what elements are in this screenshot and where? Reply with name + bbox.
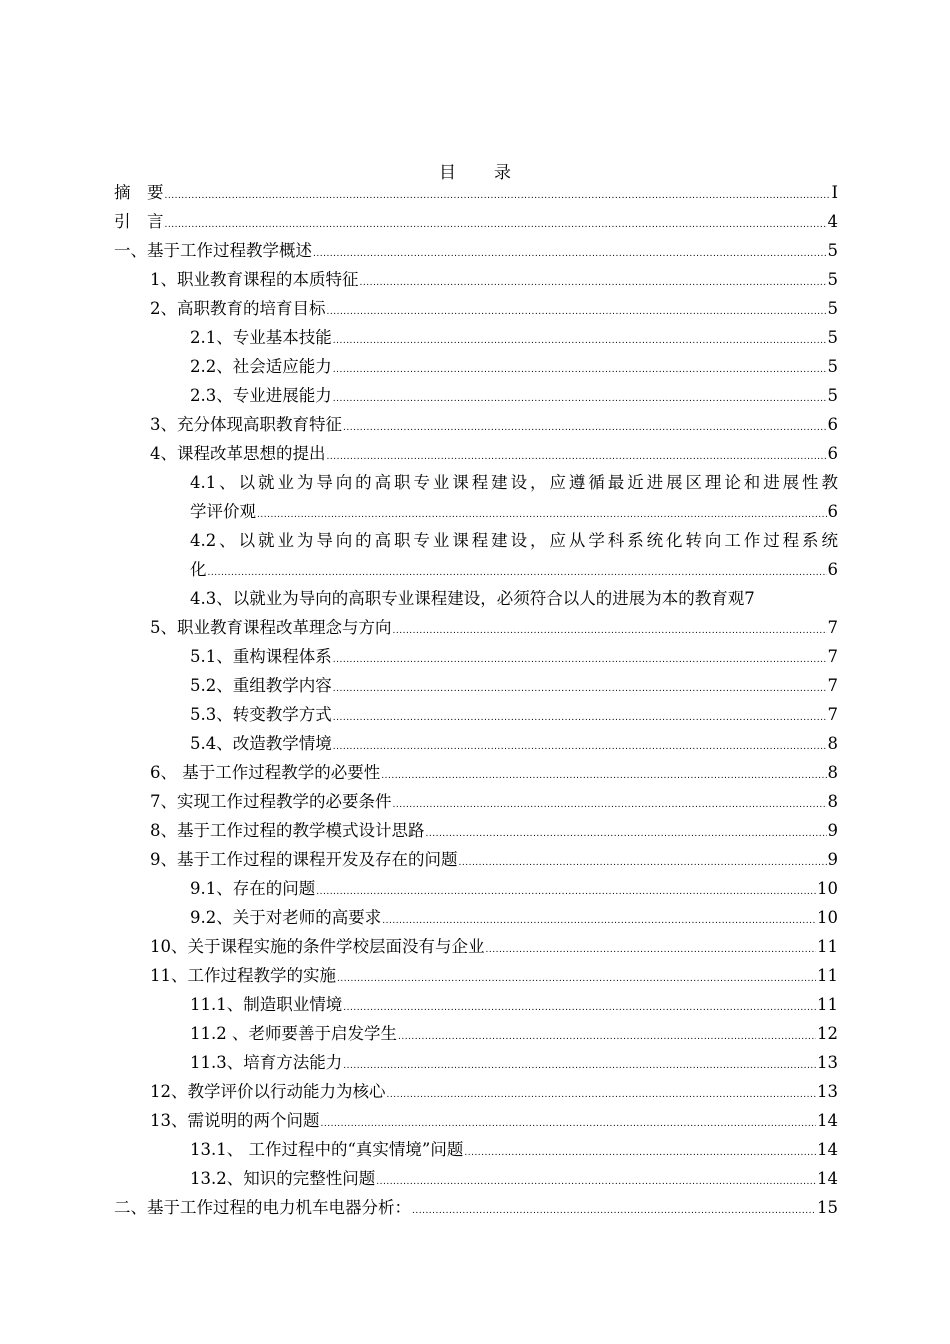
toc-entry[interactable] — [114, 1193, 838, 1222]
toc-entry-row — [150, 410, 838, 439]
toc-entry-row — [114, 178, 838, 207]
toc-page-number: 4 — [827, 212, 838, 231]
toc-entry-label: 11.1、制造职业情境 — [190, 995, 343, 1014]
toc-entry-row — [150, 439, 838, 468]
toc-entry-row — [114, 1193, 838, 1222]
toc-entry-label: 2.2、社会适应能力 — [190, 357, 332, 376]
toc-entry-row — [150, 294, 838, 323]
toc-page-number: 7 — [827, 705, 838, 724]
toc-entry-row — [190, 729, 838, 758]
toc-entry[interactable] — [114, 265, 838, 294]
toc-entry[interactable] — [114, 932, 838, 961]
toc-page-number: 14 — [817, 1111, 838, 1130]
toc-page-number: 12 — [817, 1024, 838, 1043]
toc-entry-label: 学评价观 — [190, 502, 256, 521]
toc-entry-label: 3、充分体现高职教育特征 — [150, 415, 342, 434]
toc-page-number: 11 — [817, 995, 838, 1014]
toc-entry[interactable] — [114, 758, 838, 787]
toc-entry[interactable] — [114, 903, 838, 932]
toc-entry-row — [150, 1106, 838, 1135]
toc-entry-label: 10、关于课程实施的条件学校层面没有与企业 — [150, 937, 485, 956]
toc-entry-label: 5.4、改造教学情境 — [190, 734, 332, 753]
toc-entry[interactable] — [114, 323, 838, 352]
toc-page-number: 5 — [827, 386, 838, 405]
toc-entry[interactable] — [114, 990, 838, 1019]
toc-entry-label-line1: 4.1、以就业为导向的高职专业课程建设，应遵循最近进展区理论和进展性教 — [190, 473, 838, 492]
toc-page-number: 5 — [827, 241, 838, 260]
toc-page-number: 8 — [827, 763, 838, 782]
toc-entry[interactable] — [114, 729, 838, 758]
toc-entry-label: 5、职业教育课程改革理念与方向 — [150, 618, 392, 637]
toc-entry-row — [150, 845, 838, 874]
toc-page-number: 6 — [827, 560, 838, 579]
toc-entry-row — [190, 903, 838, 932]
toc-entry-row — [190, 1019, 838, 1048]
toc-entry-label: 引 言 — [114, 212, 164, 231]
toc-entry-label: 9.1、存在的问题 — [190, 879, 316, 898]
toc-page-number: 5 — [827, 270, 838, 289]
toc-entry-row — [190, 323, 838, 352]
toc-entry-label: 11、工作过程教学的实施 — [150, 966, 336, 985]
toc-entry-label: 摘 要 — [114, 183, 164, 202]
toc-page-number: 11 — [817, 966, 838, 985]
toc-entry[interactable] — [114, 526, 838, 584]
toc-page-number: 14 — [817, 1169, 838, 1188]
toc-entry-row — [150, 265, 838, 294]
toc-page-number: 6 — [827, 415, 838, 434]
toc-entry-label: 7、实现工作过程教学的必要条件 — [150, 792, 392, 811]
toc-entry[interactable] — [114, 207, 838, 236]
toc-entry-row — [190, 700, 838, 729]
toc-entry-row — [190, 584, 838, 613]
toc-entry[interactable] — [114, 1164, 838, 1193]
toc-entry[interactable] — [114, 1135, 838, 1164]
toc-entry[interactable] — [114, 845, 838, 874]
toc-entry-row — [190, 555, 838, 584]
toc-entry-label: 9、基于工作过程的课程开发及存在的问题 — [150, 850, 458, 869]
toc-entry-label: 化 — [190, 560, 207, 579]
toc-entry-row — [190, 1135, 838, 1164]
toc-page-number: 6 — [827, 502, 838, 521]
toc-page-number: 10 — [817, 908, 838, 927]
toc-entry-label: 8、基于工作过程的教学模式设计思路 — [150, 821, 425, 840]
toc-entry-label: 5.2、重组教学内容 — [190, 676, 332, 695]
toc-page-number: 14 — [817, 1140, 838, 1159]
toc-entry[interactable] — [114, 874, 838, 903]
toc-entry-row — [190, 990, 838, 1019]
toc-entry[interactable] — [114, 294, 838, 323]
toc-entry-row — [190, 352, 838, 381]
toc-page-number: 6 — [827, 444, 838, 463]
toc-entry-row — [150, 758, 838, 787]
toc-page-number: 11 — [817, 937, 838, 956]
toc-entry-row — [190, 1048, 838, 1077]
toc-entry[interactable] — [114, 1019, 838, 1048]
toc-dot-leader — [412, 1197, 816, 1226]
toc-entry-label: 13.2、知识的完整性问题 — [190, 1169, 376, 1188]
toc-entry-row — [114, 236, 838, 265]
toc-page-number: 15 — [817, 1198, 838, 1217]
toc-entry-row — [150, 816, 838, 845]
toc-entry[interactable] — [114, 787, 838, 816]
toc-entry-label-line1: 4.2、以就业为导向的高职专业课程建设，应从学科系统化转向工作过程系统 — [190, 531, 838, 550]
toc-entry-label: 9.2、关于对老师的高要求 — [190, 908, 382, 927]
toc-entry-row — [190, 642, 838, 671]
toc-entry-label: 6、 基于工作过程教学的必要性 — [150, 763, 381, 782]
toc-entry-row — [190, 1164, 838, 1193]
toc-entry-label: 4.3、以就业为导向的高职专业课程建设，必须符合以人的进展为本的教育观 — [190, 589, 745, 608]
toc-entry-row — [190, 874, 838, 903]
toc-entry[interactable] — [114, 381, 838, 410]
toc-page-number: 7 — [827, 647, 838, 666]
toc-entry[interactable] — [114, 468, 838, 526]
toc-entry[interactable] — [114, 961, 838, 990]
toc-entry[interactable] — [114, 352, 838, 381]
toc-entry-row — [190, 671, 838, 700]
toc-entry-label: 一、基于工作过程教学概述 — [114, 241, 312, 260]
toc-page-number: 7 — [827, 618, 838, 637]
toc-entry[interactable] — [114, 700, 838, 729]
toc-entry-label: 1、职业教育课程的本质特征 — [150, 270, 359, 289]
toc-page-number: 9 — [827, 821, 838, 840]
toc-entry-row — [150, 961, 838, 990]
toc-entry[interactable] — [114, 410, 838, 439]
toc-entry[interactable] — [114, 642, 838, 671]
toc-entry-label: 13、需说明的两个问题 — [150, 1111, 320, 1130]
toc-entry[interactable] — [114, 613, 838, 642]
toc-page-number: 7 — [827, 676, 838, 695]
toc-entry-row — [190, 497, 838, 526]
toc-entry-label: 二、基于工作过程的电力机车电器分析： — [114, 1198, 411, 1217]
toc-entry-label: 5.1、重构课程体系 — [190, 647, 332, 666]
toc-entry[interactable] — [114, 178, 838, 207]
toc-entry[interactable] — [114, 439, 838, 468]
toc-entry-row — [150, 1077, 838, 1106]
toc-entry[interactable] — [114, 236, 838, 265]
toc-entry-row — [114, 207, 838, 236]
toc-page-number: 9 — [827, 850, 838, 869]
toc-entry-label: 4、课程改革思想的提出 — [150, 444, 326, 463]
toc-entry-label: 2.3、专业进展能力 — [190, 386, 332, 405]
toc-page-number: 7 — [744, 589, 755, 608]
toc-entry[interactable] — [114, 816, 838, 845]
toc-page-number: 5 — [827, 328, 838, 347]
toc-page-number: 13 — [817, 1082, 838, 1101]
toc-page-number: 5 — [827, 357, 838, 376]
toc-entry-row — [150, 932, 838, 961]
toc-title-char-1: 目 — [439, 163, 456, 183]
toc-entry[interactable] — [114, 584, 838, 613]
toc-entry[interactable] — [114, 1077, 838, 1106]
toc-entry-label: 2、高职教育的培育目标 — [150, 299, 326, 318]
table-of-contents — [114, 178, 838, 1222]
toc-entry-label: 2.1、专业基本技能 — [190, 328, 332, 347]
toc-page-number: 13 — [817, 1053, 838, 1072]
toc-entry[interactable] — [114, 1106, 838, 1135]
toc-entry-row — [150, 613, 838, 642]
toc-page-number: 8 — [827, 734, 838, 753]
toc-entry[interactable] — [114, 671, 838, 700]
toc-entry[interactable] — [114, 1048, 838, 1077]
toc-entry-label: 12、教学评价以行动能力为核心 — [150, 1082, 386, 1101]
toc-title-char-2: 录 — [494, 163, 511, 183]
toc-page-number: I — [831, 183, 838, 202]
toc-entry-label: 13.1、 工作过程中的“真实情境”问题 — [190, 1140, 464, 1159]
toc-entry-row — [190, 381, 838, 410]
toc-entry-row — [150, 787, 838, 816]
toc-page-number: 5 — [827, 299, 838, 318]
toc-page-number: 8 — [827, 792, 838, 811]
toc-page-number: 10 — [817, 879, 838, 898]
toc-entry-label: 11.2 、老师要善于启发学生 — [190, 1024, 397, 1043]
toc-entry-label: 11.3、培育方法能力 — [190, 1053, 343, 1072]
toc-entry-label: 5.3、转变教学方式 — [190, 705, 332, 724]
